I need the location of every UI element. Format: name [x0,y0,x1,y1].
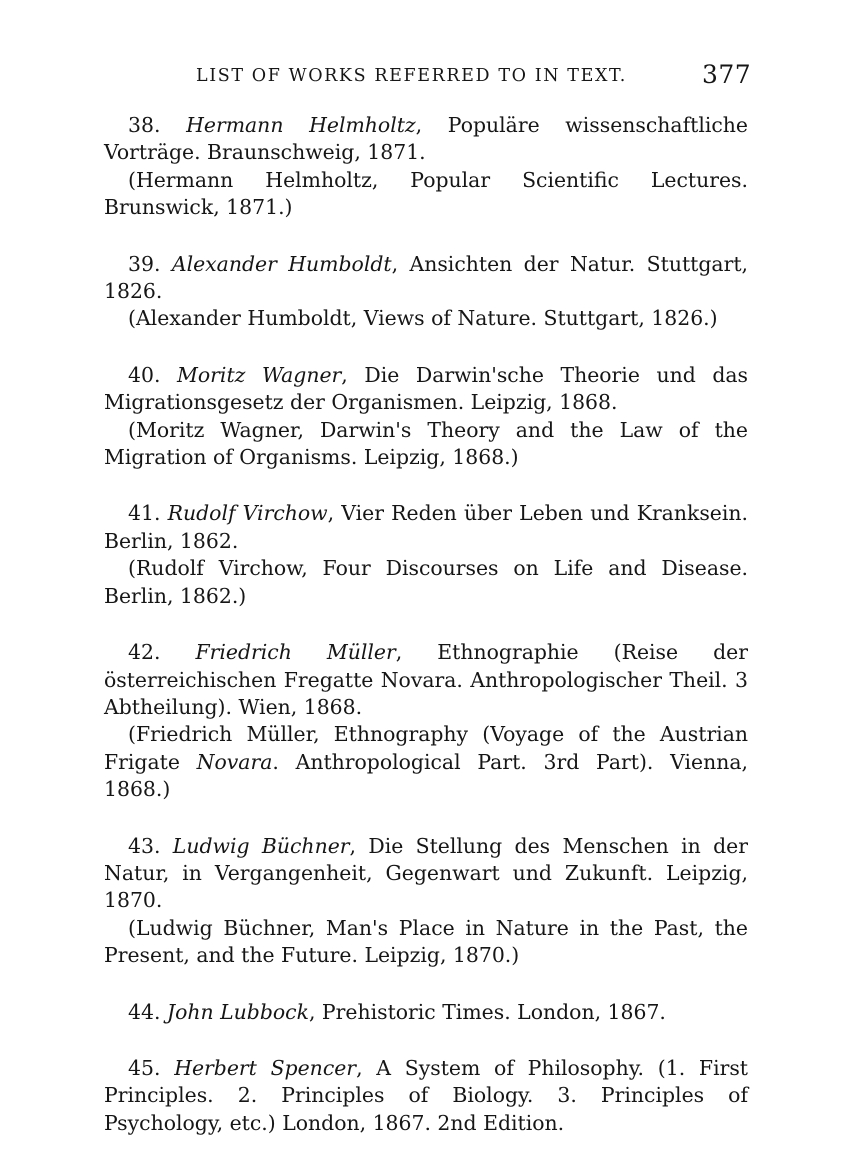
entry-number: 45. [128,1055,161,1080]
entry-translation: (Alexander Humboldt, Views of Nature. Stuttgart, 1826.) [128,306,718,331]
list-item [104,251,748,333]
entry-title: , Die Darwin'sche Theorie und das Migrationsgesetz der Organismen. Leipzig, 1868. [104,362,749,415]
entry-number: 44. [128,999,161,1024]
entry-translation: (Rudolf Virchow, Four Discourses on Life and Disease. Berlin, 1862.) [104,556,748,608]
entry-number: 40. [128,362,161,387]
entry-title: , Die Stellung des Menschen in der Natur, in Vergangenheit, Gegenwart und Zukunft. Leipzig, 1870. [104,833,748,913]
entry-original [104,251,748,306]
entry-title: , Vier Reden über Leben und Kranksein. Berlin, 1862. [104,501,748,553]
translation-text: . Anthropological Part. 3rd Part). Vienna, 1868.) [104,749,749,802]
ship-name: Novara [196,749,273,774]
entry-translation [104,721,748,803]
list-item [104,362,748,472]
entry-original [104,362,748,417]
entry-author: Ludwig Büchner [172,833,350,858]
list-item [104,833,748,970]
entry-translation: (Hermann Helmholtz, Popular Scientific Lectures. Brunswick, 1871.) [104,167,748,220]
entry-author: Friedrich Müller [195,640,396,665]
entry-title: , A System of Philosophy. (1. First Principles. 2. Principles of Biology. 3. Principles of Psychology, etc.) London, 1867. 2nd Edition. [104,1055,748,1135]
entry-number: 39. [128,251,161,276]
entry-number: 42. [128,640,161,665]
list-item [104,999,748,1026]
list-item [104,112,748,222]
entry-title: , Ethnographie (Reise der österreichischen Fregatte Novara. Anthropologischer Theil. 3 Abtheilung). Wien, 1868. [104,640,748,719]
page-number: 377 [702,60,752,89]
entry-translation: (Moritz Wagner, Darwin's Theory and the Law of the Migration of Organisms. Leipzig, 1868.) [104,417,748,470]
entry-author: Alexander Humboldt [171,251,392,276]
entry-author: Moritz Wagner [177,362,342,387]
list-item [104,639,748,803]
list-item [104,500,748,610]
entry-number: 38. [128,113,161,137]
translation-text: (Friedrich Müller, Ethnography (Voyage of the Austrian Frigate [104,722,748,774]
entry-number: 41. [128,501,161,526]
entry-title: , Prehistoric Times. London, 1867. [308,999,666,1024]
entry-original [104,112,748,167]
entry-author: Hermann Helmholtz [186,113,416,137]
entry-original [104,833,748,915]
entry-author: Herbert Spencer [174,1055,357,1080]
entry-original [104,500,748,555]
entry-original [104,1055,748,1137]
entry-author: John Lubbock [166,999,309,1024]
entry-original [104,639,748,721]
running-title: LIST OF WORKS REFERRED TO IN TEXT. [196,66,627,86]
entry-author: Rudolf Virchow [167,501,328,526]
page-header [196,58,756,98]
entry-number: 43. [128,833,161,858]
works-list [104,112,748,1166]
entry-original [104,999,748,1026]
entry-title: , Populäre wissenschaftliche Vorträge. Braunschweig, 1871. [104,113,748,165]
list-item [104,1055,748,1137]
entry-title: , Ansichten der Natur. Stuttgart, 1826. [104,251,748,304]
entry-translation: (Ludwig Büchner, Man's Place in Nature in the Past, the Present, and the Future. Leipzig, 1870.) [104,915,748,968]
